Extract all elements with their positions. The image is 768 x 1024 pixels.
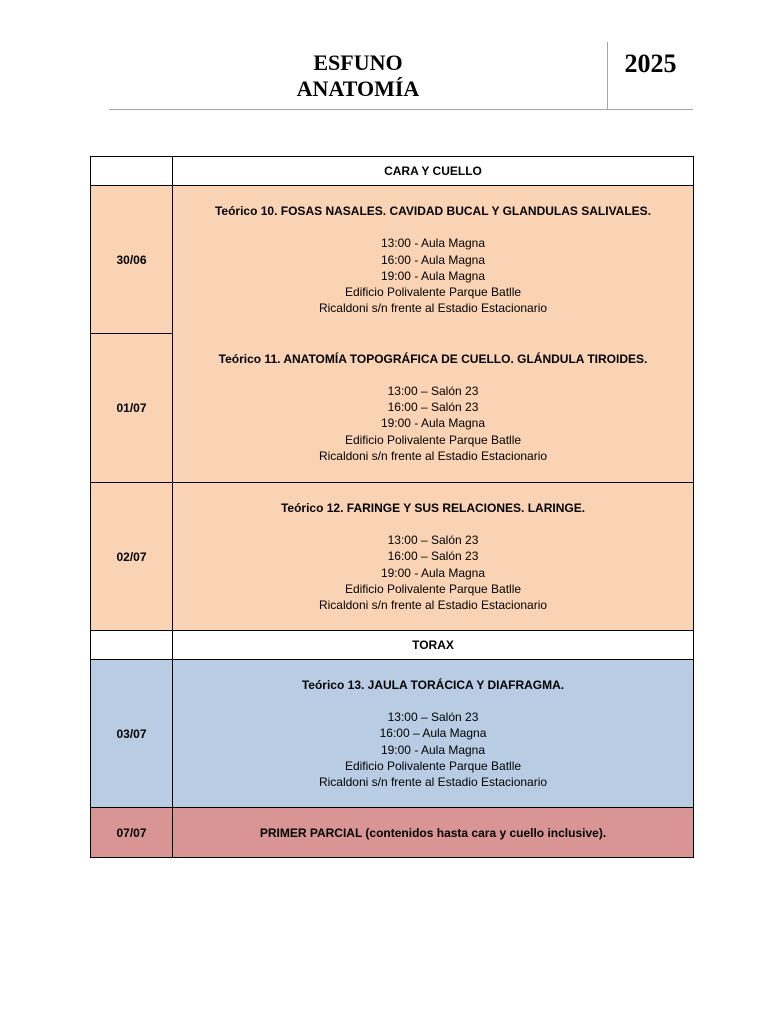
class-time: 19:00 - Aula Magna [380, 416, 486, 431]
class-topic: Teórico 10. FOSAS NASALES. CAVIDAD BUCAL Y GLANDULAS SALIVALES. [214, 204, 652, 218]
class-address: Ricaldoni s/n frente al Estadio Estacionario [318, 301, 548, 316]
class-time: 19:00 - Aula Magna [380, 565, 486, 580]
table-row [91, 334, 694, 483]
date-cell: 01/07 [91, 334, 173, 483]
empty-date-cell [91, 157, 173, 186]
class-detail-cell [173, 334, 694, 483]
class-place: Edificio Polivalente Parque Batlle [344, 758, 522, 773]
class-time: 16:00 – Salón 23 [387, 549, 479, 564]
empty-date-cell [91, 631, 173, 660]
class-detail-cell [173, 483, 694, 631]
title-line-1: ESFUNO [313, 50, 403, 75]
title-line-2: ANATOMÍA [296, 76, 420, 101]
class-time: 16:00 - Aula Magna [380, 252, 486, 267]
date-cell: 30/06 [91, 186, 173, 334]
class-detail-cell [173, 186, 694, 334]
class-time: 16:00 – Salón 23 [387, 400, 479, 415]
class-time: 13:00 - Aula Magna [380, 236, 486, 251]
exam-row [91, 808, 694, 858]
schedule-table [90, 156, 694, 858]
section-title-torax: TORAX [173, 631, 694, 660]
date-cell: 03/07 [91, 660, 173, 808]
date-cell: 02/07 [91, 483, 173, 631]
class-place: Edificio Polivalente Parque Batlle [344, 432, 522, 447]
class-time: 16:00 – Aula Magna [379, 726, 487, 741]
class-address: Ricaldoni s/n frente al Estadio Estacionario [318, 448, 548, 463]
exam-date-cell: 07/07 [91, 808, 173, 858]
section-header-row [91, 631, 694, 660]
document-title [109, 50, 607, 102]
section-header-row [91, 157, 694, 186]
table-row [91, 483, 694, 631]
table-row [91, 186, 694, 334]
class-topic: Teórico 12. FARINGE Y SUS RELACIONES. LARINGE. [280, 500, 586, 515]
class-place: Edificio Polivalente Parque Batlle [344, 581, 522, 596]
class-time: 13:00 – Salón 23 [387, 532, 479, 547]
class-time: 13:00 – Salón 23 [387, 709, 479, 724]
class-address: Ricaldoni s/n frente al Estadio Estacionario [318, 775, 548, 790]
class-detail-cell [173, 660, 694, 808]
table-row [91, 660, 694, 808]
class-time: 19:00 - Aula Magna [380, 742, 486, 757]
class-time: 13:00 – Salón 23 [387, 383, 479, 398]
document-year: 2025 [624, 49, 677, 78]
document-header [109, 42, 693, 110]
class-topic: Teórico 13. JAULA TORÁCICA Y DIAFRAGMA. [301, 677, 565, 692]
section-title-cara-cuello: CARA Y CUELLO [173, 157, 694, 186]
class-topic: Teórico 11. ANATOMÍA TOPOGRÁFICA DE CUELLO. GLÁNDULA TIROIDES. [218, 351, 648, 366]
class-time: 19:00 - Aula Magna [380, 268, 486, 283]
exam-description: PRIMER PARCIAL (contenidos hasta cara y cuello inclusive). [173, 808, 694, 858]
class-place: Edificio Polivalente Parque Batlle [344, 285, 522, 300]
class-address: Ricaldoni s/n frente al Estadio Estacionario [318, 598, 548, 613]
